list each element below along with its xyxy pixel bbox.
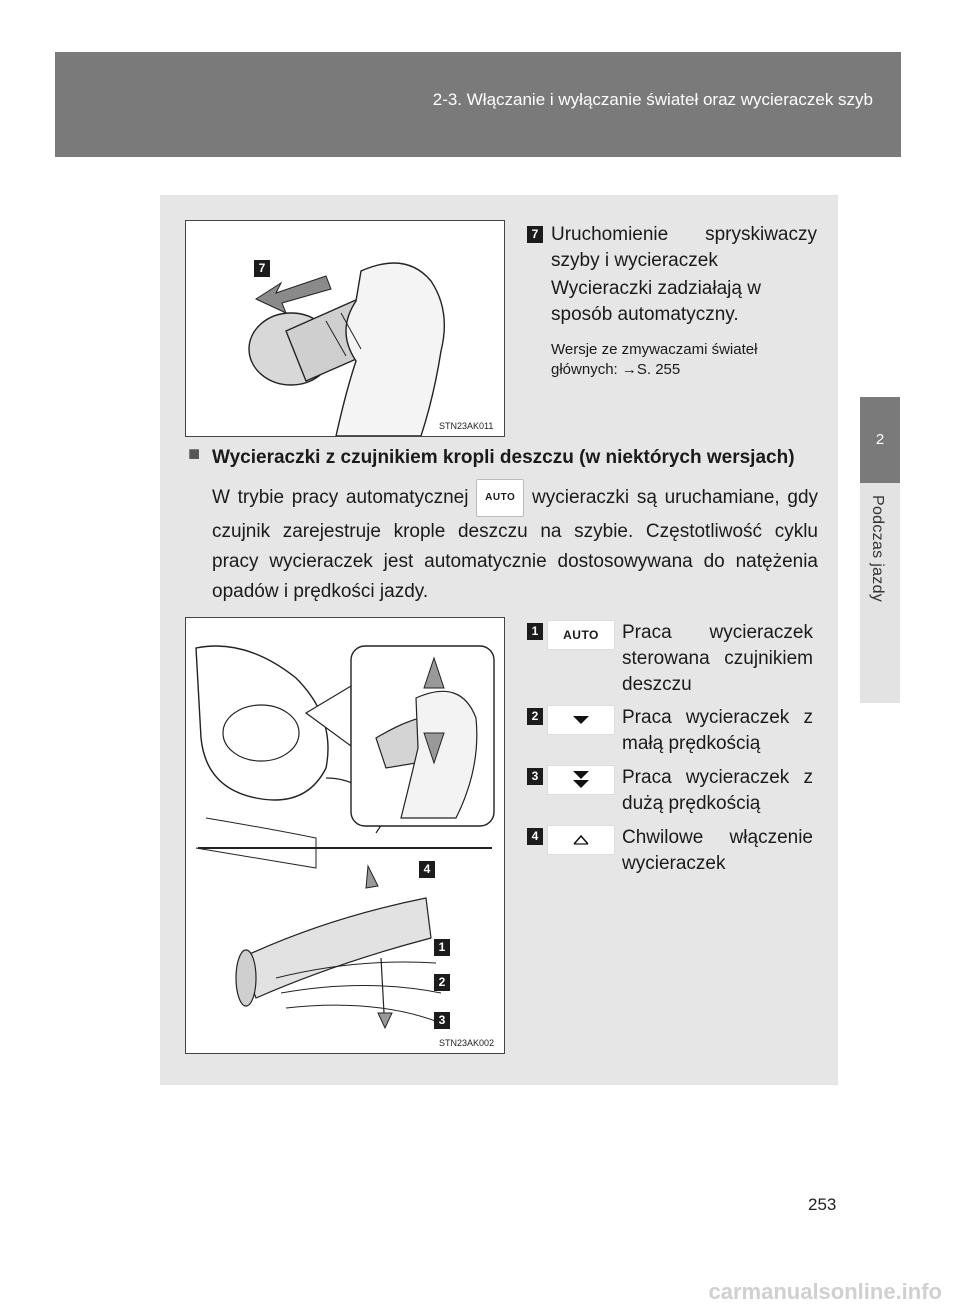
figure-badge-1: 1 <box>434 938 450 956</box>
item-text: Chwilowe włączenie wycieraczek <box>622 827 813 874</box>
figure-code: STN23AK002 <box>439 1038 495 1048</box>
item-badge: 3 <box>527 768 543 785</box>
arrow-right-icon: → <box>621 361 637 378</box>
section-7 <box>527 222 817 380</box>
section-7-text: Wycieraczki zadziałają w sposób automatyczny. <box>551 278 761 325</box>
item-badge: 4 <box>527 828 543 845</box>
section-bullet-icon: ■ <box>188 443 201 465</box>
header-title: 2-3. Włączanie i wyłączanie świateł oraz wycieraczek szyb <box>432 90 873 109</box>
rain-sensor-heading: Wycieraczki z czujnikiem kropli deszczu (w niektórych wersjach) <box>212 447 795 468</box>
single-chevron-down-icon <box>547 705 615 735</box>
page-number: 253 <box>808 1195 837 1214</box>
figure-wiper-spray <box>185 220 505 437</box>
figure-rain-sensor-stalk <box>185 617 505 1054</box>
watermark: carmanualsonline.info <box>708 1279 942 1304</box>
double-chevron-down-icon <box>547 765 615 795</box>
page-header <box>55 52 901 157</box>
section-7-note: Wersje ze zmywaczami świateł głównych: →S. 255 <box>551 341 758 378</box>
rain-sensor-section <box>188 445 818 607</box>
auto-text-icon: AUTO <box>547 620 615 650</box>
steering-and-stalk-illustration <box>186 618 504 1053</box>
figure-badge-7: 7 <box>254 259 270 277</box>
page-reference[interactable]: S. 255 <box>636 361 681 378</box>
figure-badge-3: 3 <box>434 1011 450 1029</box>
rain-sensor-paragraph: W trybie pracy automatycznej AUTO wycieraczki są uruchamiane, gdy czujnik zarejestruje krople deszczu na szybie. Częstotliwość cyklu pracy wycieraczek jest automatycznie dostosowywana do natężenia opadów i prędkości jazdy. <box>212 479 818 607</box>
wiper-stalk-pull-illustration <box>186 221 504 436</box>
figure-badge-4: 4 <box>419 860 435 878</box>
badge-7: 7 <box>527 225 543 243</box>
item-text: Praca wycieraczek z dużą prędkością <box>622 767 813 814</box>
auto-mode-icon: AUTO <box>476 479 524 517</box>
content-panel <box>160 195 838 1085</box>
item-text: Praca wycieraczek z małą prędkością <box>622 707 813 754</box>
section-7-heading: Uruchomienie spryskiwaczy szyby i wycieraczek <box>551 224 817 271</box>
chevron-up-icon <box>547 825 615 855</box>
chapter-number-tab: 2 <box>860 397 900 483</box>
item-badge: 1 <box>527 623 543 640</box>
chapter-label: Podczas jazdy <box>869 495 886 603</box>
item-text: Praca wycieraczek sterowana czujnikiem deszczu <box>622 622 813 695</box>
figure-code: STN23AK011 <box>439 421 494 431</box>
figure-badge-2: 2 <box>434 973 450 991</box>
wiper-mode-list <box>527 620 817 920</box>
item-badge: 2 <box>527 708 543 725</box>
